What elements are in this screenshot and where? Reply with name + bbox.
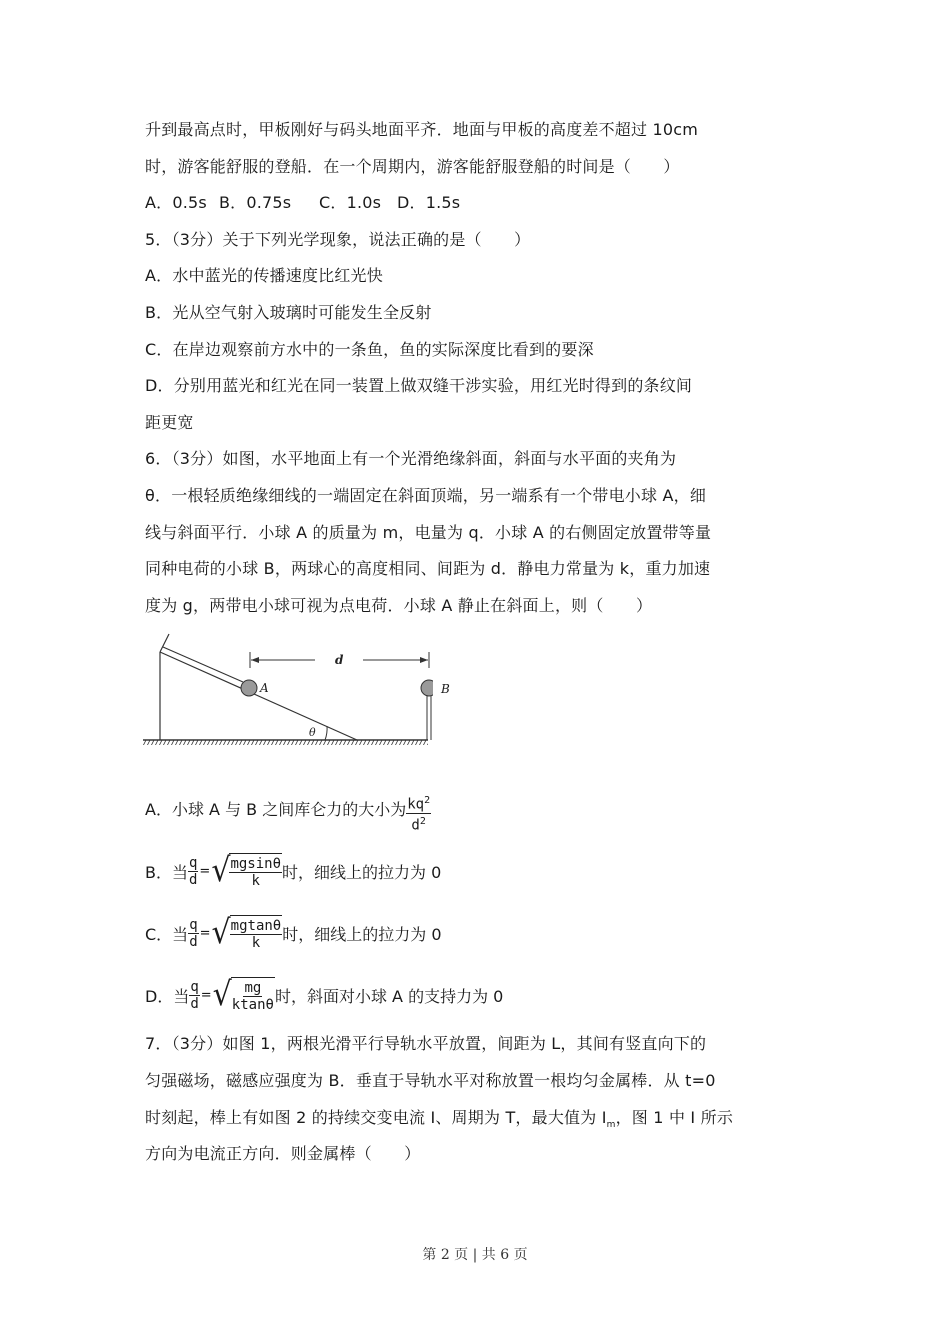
q4-line-1: 升到最高点时，甲板刚好与码头地面平齐．地面与甲板的高度差不超过 10cm: [145, 120, 699, 139]
q6-option-c-prefix: C．当: [145, 924, 189, 944]
q4-options: [145, 185, 810, 222]
q6-stem-line-1: 6．（3分）如图，水平地面上有一个光滑绝缘斜面，斜面与水平面的夹角为: [145, 449, 677, 469]
q4-option-b: B．0.75s: [219, 193, 292, 213]
q5-option-d-line-2: 距更宽: [145, 412, 194, 432]
label-theta: θ: [309, 726, 316, 740]
incline-figure-svg: [143, 632, 433, 762]
q6-option-b-prefix: B．当: [145, 862, 188, 882]
q4-option-a: A．0.5s: [145, 193, 207, 213]
label-b: B: [441, 682, 450, 697]
q6-option-c-suffix: 时，细线上的拉力为 0: [282, 924, 442, 944]
q6-stem-line-4: 同种电荷的小球 B，两球心的高度相同、间距为 d．静电力常量为 k，重力加速: [145, 559, 711, 579]
q5-stem: 5．（3分）关于下列光学现象，说法正确的是（ ）: [145, 229, 531, 249]
ground-line: [143, 740, 428, 745]
q6-option-a: [145, 776, 810, 840]
q6-stem-line-3: 线与斜面平行．小球 A 的质量为 m，电量为 q．小球 A 的右侧固定放置带等量: [145, 522, 712, 542]
document-page: [145, 112, 810, 1173]
coulomb-fraction: $\frac{kq^2}{d^2}$: [407, 795, 431, 834]
q4-option-c: C．1.0s: [319, 193, 382, 213]
q6-option-d-suffix: 时，斜面对小球 A 的支持力为 0: [274, 986, 504, 1006]
q7-stem-line-4: 方向为电流正方向．则金属棒（ ）: [145, 1144, 421, 1164]
q7-stem-line-3: 时刻起，棒上有如图 2 的持续交变电流 I、周期为 T，最大值为 $I_m$，图 1 中 I 所示: [145, 1107, 734, 1130]
sqrt-expression: √ $\frac{mgtan\theta}{k}$: [211, 913, 282, 953]
q5-option-d-line-1: D．分别用蓝光和红光在同一装置上做双缝干涉实验，用红光时得到的条纹间: [145, 376, 693, 396]
q6-option-d: D．当 $\frac{q}{d}$ = √ $\frac{mg}{ktan\theta}$ 时，斜面对小球 A 的支持力为 0: [145, 975, 504, 1015]
label-a: A: [260, 681, 269, 696]
q5-option-a: A．水中蓝光的传播速度比红光快: [145, 266, 383, 286]
incline-diagram: [145, 626, 810, 776]
q6-stem-line-2: θ．一根轻质绝缘细线的一端固定在斜面顶端，另一端系有一个带电小球 A，细: [145, 485, 707, 505]
q5-option-b: B．光从空气射入玻璃时可能发生全反射: [145, 302, 432, 322]
q7-stem-line-1: 7．（3分）如图 1，两根光滑平行导轨水平放置，间距为 L，其间有竖直向下的: [145, 1034, 707, 1054]
ball-a: [241, 680, 257, 696]
q4-option-d: D．1.5s: [397, 193, 461, 213]
q6-option-d-prefix: D．当: [145, 986, 190, 1006]
q6-option-b: B．当 $\frac{q}{d}$ = √ $\frac{mgsin\theta}{k}$ 时，细线上的拉力为 0: [145, 851, 442, 891]
q6-stem-line-5: 度为 g，两带电小球可视为点电荷．小球 A 静止在斜面上，则（ ）: [145, 595, 653, 615]
q6-option-c: C．当 $\frac{q}{d}$ = √ $\frac{mgtan\theta}{k}$ 时，细线上的拉力为 0: [145, 913, 442, 953]
label-d: d: [335, 653, 344, 668]
sqrt-expression: √ $\frac{mg}{ktan\theta}$: [212, 975, 274, 1015]
q4-line-2: 时，游客能舒服的登船．在一个周期内，游客能舒服登船的时间是（ ）: [145, 156, 680, 176]
ball-b: [421, 680, 433, 696]
q6-option-a-text: A．小球 A 与 B 之间库仑力的大小为: [145, 799, 407, 819]
q6-option-b-suffix: 时，细线上的拉力为 0: [282, 862, 442, 882]
page-footer: 第 2 页 | 共 6 页: [422, 1247, 528, 1263]
q5-option-c: C．在岸边观察前方水中的一条鱼，鱼的实际深度比看到的要深: [145, 339, 594, 359]
q7-stem-line-2: 匀强磁场，磁感应强度为 B．垂直于导轨水平对称放置一根均匀金属棒．从 t=0: [145, 1070, 716, 1090]
sqrt-expression: √ $\frac{mgsin\theta}{k}$: [211, 851, 282, 891]
